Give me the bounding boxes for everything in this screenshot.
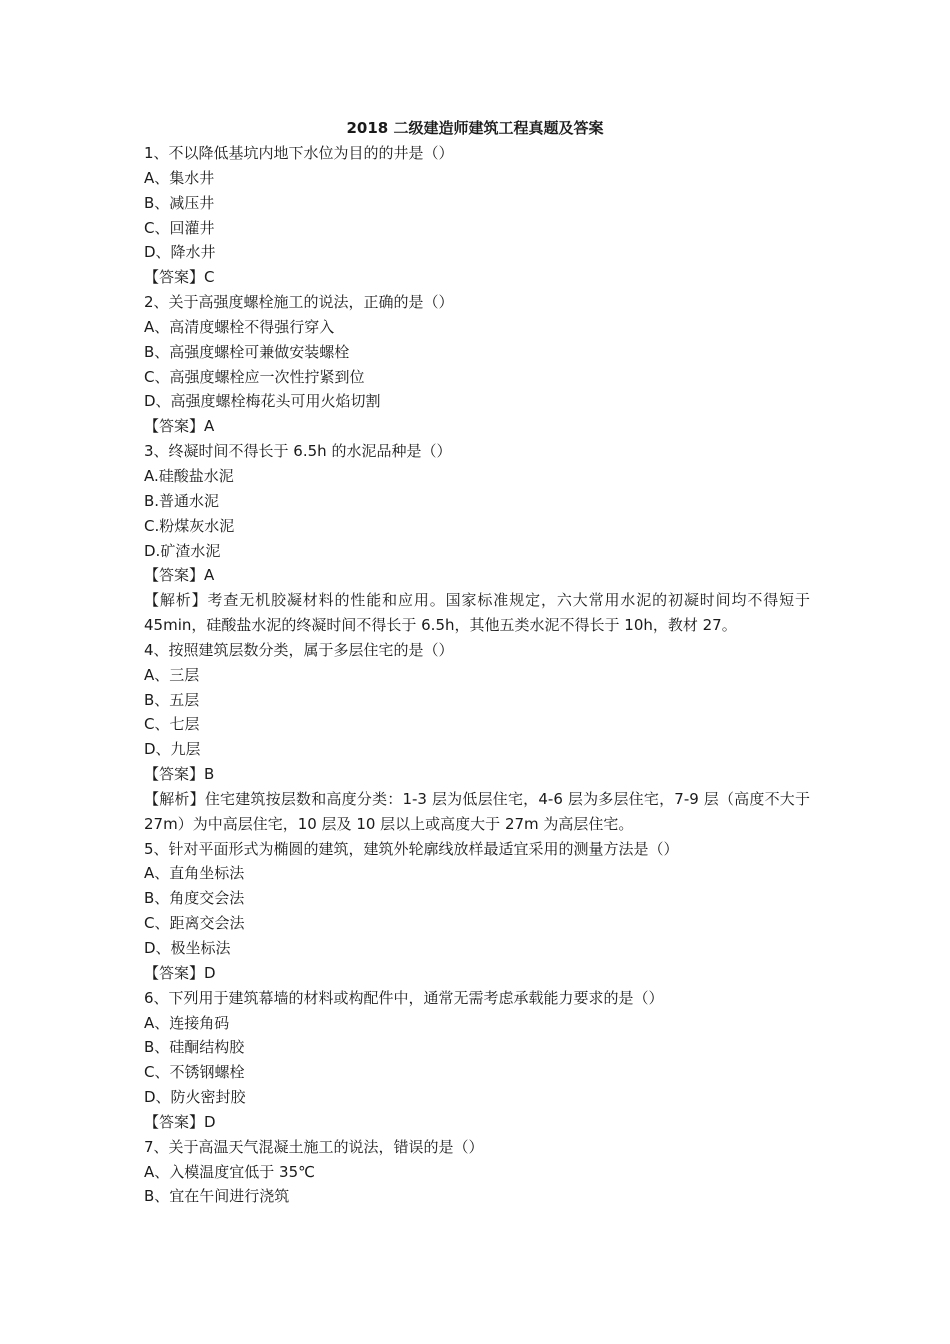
option-d: D、降水井	[144, 243, 216, 262]
answer: 【答案】A	[144, 417, 215, 436]
analysis: 【解析】住宅建筑按层数和高度分类：1-3 层为低层住宅，4-6 层为多层住宅，7-9 层（高度不大于 27m）为中高层住宅，10 层及 10 层以上或高度大于 27m 为高层住宅。	[144, 789, 810, 833]
option-b: B、硅酮结构胶	[144, 1038, 245, 1057]
question-stem: 1、不以降低基坑内地下水位为目的的井是（）	[144, 144, 454, 162]
option-d: D、高强度螺栓梅花头可用火焰切割	[144, 392, 381, 411]
option-a: A、直角坐标法	[144, 864, 245, 883]
option-d: D.矿渣水泥	[144, 541, 221, 560]
question-2	[144, 290, 810, 439]
answer: 【答案】A	[144, 566, 215, 585]
option-c: C、高强度螺栓应一次性拧紧到位	[144, 367, 365, 386]
option-c: C.粉煤灰水泥	[144, 516, 235, 535]
question-4	[144, 638, 810, 837]
option-c: C、距离交会法	[144, 914, 245, 933]
question-3	[144, 439, 810, 638]
option-b: B、角度交会法	[144, 889, 245, 908]
option-b: B、宜在午间进行浇筑	[144, 1187, 290, 1206]
option-a: A、连接角码	[144, 1013, 230, 1032]
question-stem: 7、关于高温天气混凝土施工的说法，错误的是（）	[144, 1137, 484, 1156]
question-1	[144, 141, 810, 290]
question-stem: 5、针对平面形式为椭圆的建筑，建筑外轮廓线放样最适宜采用的测量方法是（）	[144, 839, 679, 858]
option-b: B.普通水泥	[144, 491, 220, 510]
option-c: C、七层	[144, 715, 200, 734]
answer: 【答案】D	[144, 963, 216, 982]
option-a: A.硅酸盐水泥	[144, 466, 234, 485]
option-c: C、不锈钢螺栓	[144, 1063, 245, 1082]
question-stem: 2、关于高强度螺栓施工的说法，正确的是（）	[144, 293, 454, 312]
option-a: A、三层	[144, 665, 200, 684]
question-stem: 4、按照建筑层数分类，属于多层住宅的是（）	[144, 640, 454, 659]
answer: 【答案】C	[144, 268, 215, 287]
option-d: D、防火密封胶	[144, 1088, 246, 1107]
analysis: 【解析】考查无机胶凝材料的性能和应用。国家标准规定，六大常用水泥的初凝时间均不得短于 45min，硅酸盐水泥的终凝时间不得长于 6.5h，其他五类水泥不得长于 10h，教材 27。	[144, 591, 810, 635]
option-d: D、极坐标法	[144, 939, 231, 957]
option-d: D、九层	[144, 740, 201, 759]
question-6	[144, 986, 810, 1135]
question-stem: 3、终凝时间不得长于 6.5h 的水泥品种是（）	[144, 442, 452, 461]
question-stem: 6、下列用于建筑幕墙的材料或构配件中，通常无需考虑承载能力要求的是（）	[144, 988, 664, 1007]
question-5	[144, 837, 810, 986]
question-7	[144, 1135, 810, 1210]
answer: 【答案】D	[144, 1112, 216, 1131]
option-a: A、入模温度宜低于 35℃	[144, 1162, 315, 1181]
option-b: B、高强度螺栓可兼做安装螺栓	[144, 342, 350, 361]
option-a: A、集水井	[144, 168, 215, 187]
option-a: A、高清度螺栓不得强行穿入	[144, 317, 335, 336]
answer: 【答案】B	[144, 765, 215, 784]
option-b: B、减压井	[144, 193, 215, 212]
question-list	[144, 141, 810, 1209]
document-title: 2018 二级建造师建筑工程真题及答案	[346, 119, 604, 137]
option-b: B、五层	[144, 690, 200, 709]
option-c: C、回灌井	[144, 218, 215, 237]
